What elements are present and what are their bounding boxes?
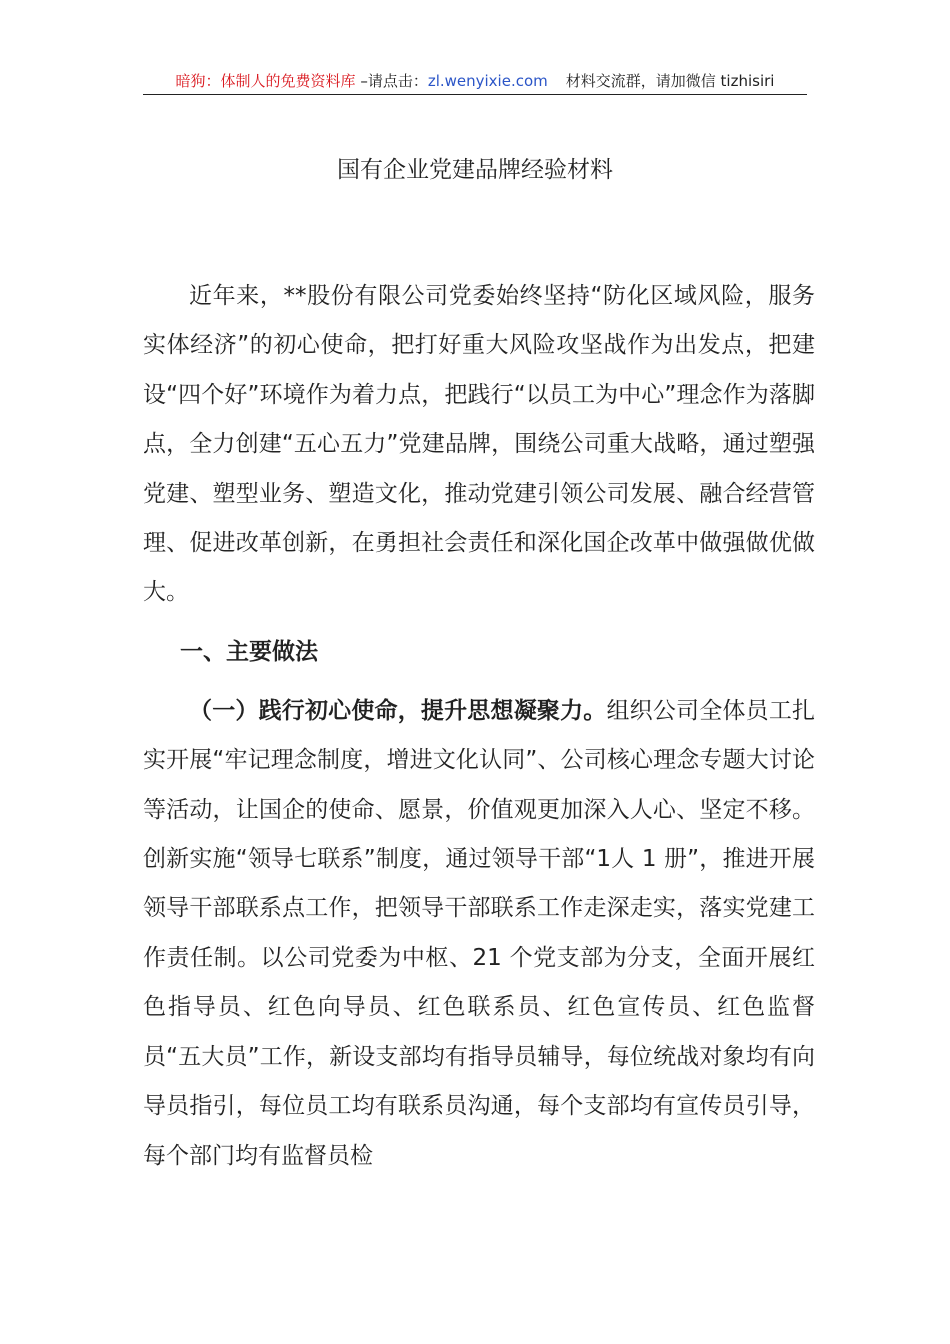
subsection-lead: （一）践行初心使命，提升思想凝聚力。 <box>189 697 607 724</box>
document-title: 国有企业党建品牌经验材料 <box>337 157 613 183</box>
document-body <box>143 272 815 1181</box>
header-banner <box>143 68 807 95</box>
header-wechat-text: 材料交流群，请加微信 tizhisiri <box>565 72 775 90</box>
subsection-text: 组织公司全体员工扎实开展“牢记理念制度，增进文化认同”、公司核心理念专题大讨论等活动，让国企的使命、愿景，价值观更加深入人心、坚定不移。创新实施“领导七联系”制度，通过领导干部“1人 1 册”，推进开展领导干部联系点工作，把领导干部联系工作走深走实，落实党建工作责任制。以公司党委为中枢、21 个党支部为分支，全面开展红色指导员、红色向导员、红色联系员、红色宣传员、红色监督员“五大员”工作，新设支部均有指导员辅导，每位统战对象均有向导员指引，每位员工均有联系员沟通，每个支部均有宣传员引导，每个部门均有监督员检 <box>143 697 816 1169</box>
header-brand-text: 暗狗：体制人的免费资料库 <box>175 72 356 90</box>
header-click-prompt: –请点击： <box>355 72 428 90</box>
subsection-paragraph <box>143 687 815 1181</box>
intro-paragraph: 近年来，**股份有限公司党委始终坚持“防化区域风险，服务实体经济”的初心使命，把打好重大风险攻坚战作为出发点，把建设“四个好”环境作为着力点，把践行“以员工为中心”理念作为落脚点，全力创建“五心五力”党建品牌，围绕公司重大战略，通过塑强党建、塑型业务、塑造文化，推动党建引领公司发展、融合经营管理、促进改革创新，在勇担社会责任和深化国企改革中做强做优做大。 <box>143 283 815 606</box>
header-website-link[interactable]: zl.wenyixie.com <box>427 72 548 90</box>
section-heading: 一、主要做法 <box>180 638 318 665</box>
